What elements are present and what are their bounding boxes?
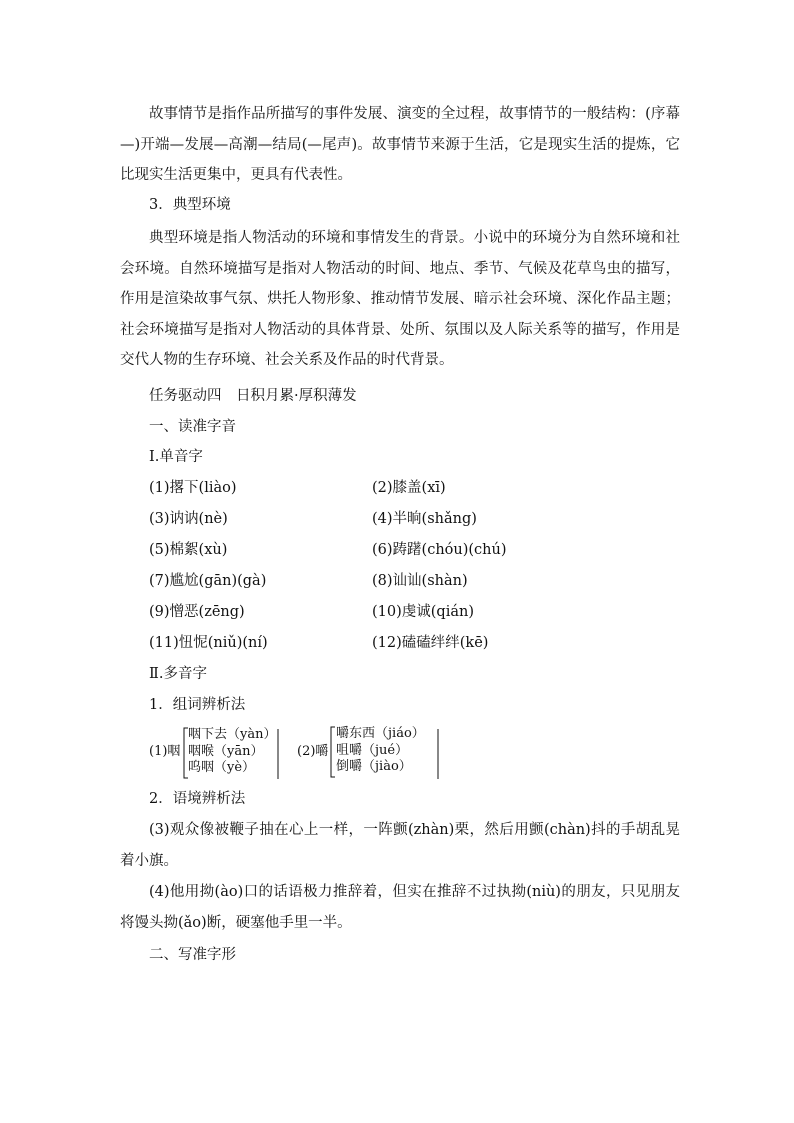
polyphonic-item: 倒嚼（jiào） (336, 759, 412, 774)
single-char-item: (10)虔诚(qián) (372, 604, 474, 620)
polyphonic-item: 咽下去（yàn） (188, 727, 277, 742)
method-context: 2．语境辨析法 (149, 791, 246, 807)
single-char-item: (6)踌躇(chóu)(chú) (372, 542, 507, 558)
polyphonic-item: 咀嚼（jué） (336, 742, 409, 758)
polyphonic-item: 呜咽（yè） (188, 760, 256, 775)
single-char-item: (2)膝盖(xī) (372, 480, 446, 496)
single-char-item: (8)讪讪(shàn) (372, 573, 468, 589)
task-title: 任务驱动四 日积月累·厚积薄发 (149, 388, 357, 404)
context-example-3: (3)观众像被鞭子抽在心上一样，一阵颤(zhàn)栗，然后用颤(chàn)抖的手胡乱晃着小旗。 (120, 822, 680, 869)
environment-paragraph: 典型环境是指人物活动的环境和事情发生的背景。小说中的环境分为自然环境和社会环境。自然环境描写是指对人物活动的时间、地点、季节、气候及花草鸟虫的描写，作用是渲染故事气氛、烘托人物形象、推动情节发展、暗示社会环境、深化作品主题；社会环境描写是指对人物活动的具体背景、处所、氛围以及人际关系等的描写，作用是交代人物的生存环境、社会关系及作品的时代背景。 (120, 230, 680, 368)
polyphonic-item: 嚼东西（jiáo） (336, 726, 425, 741)
heading-typical-environment: 3．典型环境 (149, 197, 231, 213)
subheading-polyphonic: Ⅱ.多音字 (149, 666, 207, 682)
single-char-item: (9)憎恶(zēng) (149, 604, 245, 620)
section-pronunciation: 一、读准字音 (149, 419, 236, 435)
polyphonic-label: (1)咽 (149, 744, 181, 759)
polyphonic-items (188, 727, 276, 777)
subheading-single-chars: Ⅰ.单音字 (149, 449, 203, 465)
single-char-item: (11)忸怩(niǔ)(ní) (149, 635, 268, 651)
right-bracket-icon (437, 729, 441, 779)
method-word-formation: 1．组词辨析法 (149, 697, 246, 713)
single-char-item: (5)棉絮(xù) (149, 542, 228, 558)
polyphonic-item: 咽喉（yān） (188, 743, 264, 759)
right-bracket-icon (277, 729, 281, 779)
polyphonic-label: (2)嚼 (297, 744, 329, 759)
context-example-4: (4)他用拗(ào)口的话语极力推辞着，但实在推辞不过执拗(niù)的朋友，只见朋友将馒头拗(ǎo)断，硬塞他手里一半。 (120, 884, 680, 931)
single-char-item: (4)半晌(shǎng) (372, 511, 477, 527)
polyphonic-items (336, 726, 425, 776)
single-char-item: (1)撂下(liào) (149, 480, 237, 496)
single-char-item: (3)讷讷(nè) (149, 511, 228, 527)
plot-paragraph: 故事情节是指作品所描写的事件发展、演变的全过程，故事情节的一般结构：(序幕—)开端—发展—高潮—结局(—尾声)。故事情节来源于生活，它是现实生活的提炼，它比现实生活更集中，更具有代表性。 (120, 106, 680, 183)
single-char-item: (7)尴尬(gān)(gà) (149, 573, 267, 589)
section-glyph-writing: 二、写准字形 (149, 947, 236, 963)
single-char-item: (12)磕磕绊绊(kē) (372, 635, 489, 651)
